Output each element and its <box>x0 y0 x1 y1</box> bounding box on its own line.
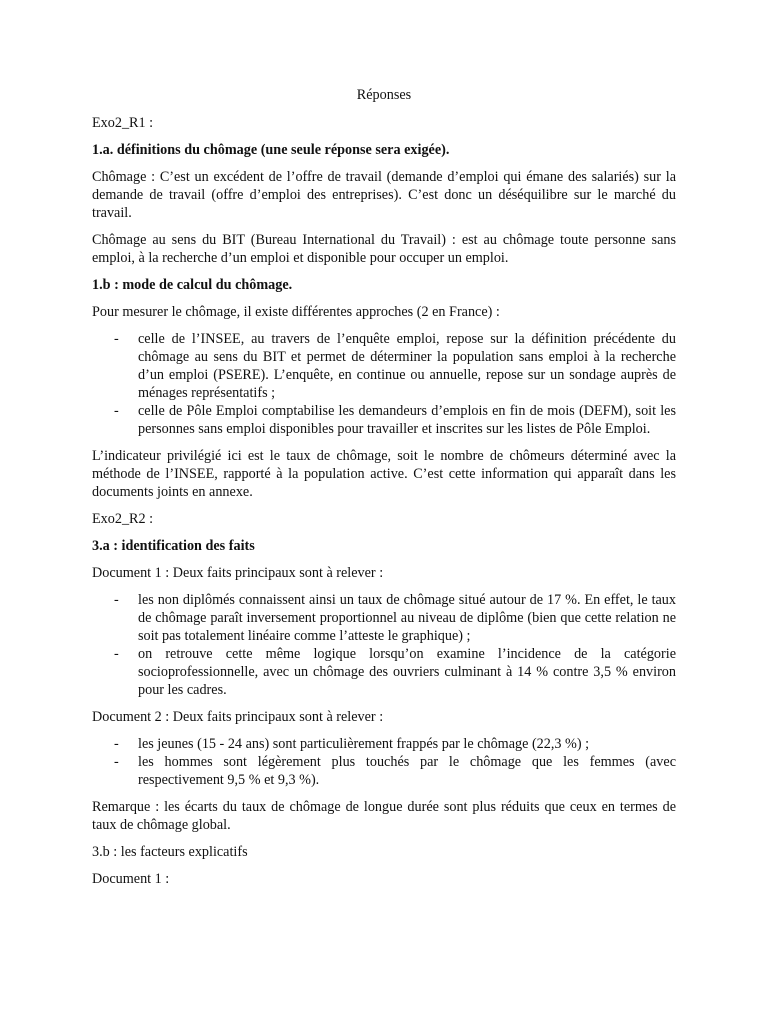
dash-marker: - <box>114 331 119 347</box>
list-item-text: les non diplômés connaissent ainsi un taux de chômage situé autour de 17 %. En effet, le taux de chômage paraît inversement proportionnel au niveau de diplôme (bien que cette relation ne soit pas totalement linéaire comme l’atteste le graphique) ; <box>138 592 676 644</box>
dash-marker: - <box>114 646 119 662</box>
document-blocks <box>92 114 676 888</box>
paragraph: 3.b : les facteurs explicatifs <box>92 844 248 860</box>
section-heading: 3.a : identification des faits <box>92 538 255 554</box>
paragraph: Chômage au sens du BIT (Bureau International du Travail) : est au chômage toute personne sans emploi, à la recherche d’un emploi et disponible pour occuper un emploi. <box>92 232 676 266</box>
list-item-text: on retrouve cette même logique lorsqu’on examine l’incidence de la catégorie socioprofessionnelle, avec un chômage des ouvriers culminant à 14 % contre 3,5 % environ pour les cadres. <box>138 646 676 698</box>
list-item <box>92 645 676 699</box>
section-heading: 1.a. définitions du chômage (une seule réponse sera exigée). <box>92 142 450 158</box>
list-item <box>92 330 676 402</box>
paragraph: Pour mesurer le chômage, il existe différentes approches (2 en France) : <box>92 304 500 320</box>
section-heading: 1.b : mode de calcul du chômage. <box>92 277 293 293</box>
list-item <box>92 735 676 753</box>
dash-marker: - <box>114 592 119 608</box>
dash-marker: - <box>114 736 119 752</box>
bullet-list <box>92 735 676 789</box>
list-item-text: les hommes sont légèrement plus touchés par le chômage que les femmes (avec respectivement 9,5 % et 9,3 %). <box>138 754 676 788</box>
paragraph: Document 1 : <box>92 871 170 887</box>
paragraph: L’indicateur privilégié ici est le taux de chômage, soit le nombre de chômeurs déterminé avec la méthode de l’INSEE, rapporté à la population active. C’est cette information qui apparaît dans les documents joints en annexe. <box>92 448 676 500</box>
list-item-text: les jeunes (15 - 24 ans) sont particulièrement frappés par le chômage (22,3 %) ; <box>138 736 590 752</box>
dash-marker: - <box>114 754 119 770</box>
bullet-list <box>92 591 676 699</box>
bullet-list <box>92 330 676 438</box>
dash-marker: - <box>114 403 119 419</box>
paragraph: Remarque : les écarts du taux de chômage de longue durée sont plus réduits que ceux en termes de taux de chômage global. <box>92 799 676 833</box>
document-body <box>92 86 676 897</box>
list-item <box>92 591 676 645</box>
list-item-text: celle de l’INSEE, au travers de l’enquête emploi, repose sur la définition précédente du chômage au sens du BIT et permet de déterminer la population sans emploi à la recherche d’un emploi (PSERE). L’enquête, en continue ou annuelle, repose sur un sondage auprès de ménages représentatifs ; <box>138 331 676 401</box>
paragraph: Document 1 : Deux faits principaux sont à relever : <box>92 565 384 581</box>
paragraph: Exo2_R1 : <box>92 115 154 131</box>
paragraph: Chômage : C’est un excédent de l’offre de travail (demande d’emploi qui émane des salariés) sur la demande de travail (offre d’emploi des entreprises). C’est donc un déséquilibre sur le marché du travail. <box>92 169 676 221</box>
page-title: Réponses <box>356 87 412 103</box>
paragraph: Document 2 : Deux faits principaux sont à relever : <box>92 709 384 725</box>
paragraph: Exo2_R2 : <box>92 511 154 527</box>
list-item <box>92 402 676 438</box>
list-item-text: celle de Pôle Emploi comptabilise les demandeurs d’emplois en fin de mois (DEFM), soit les personnes sans emploi disponibles pour travailler et inscrites sur les listes de Pôle Emploi. <box>138 403 676 437</box>
list-item <box>92 753 676 789</box>
